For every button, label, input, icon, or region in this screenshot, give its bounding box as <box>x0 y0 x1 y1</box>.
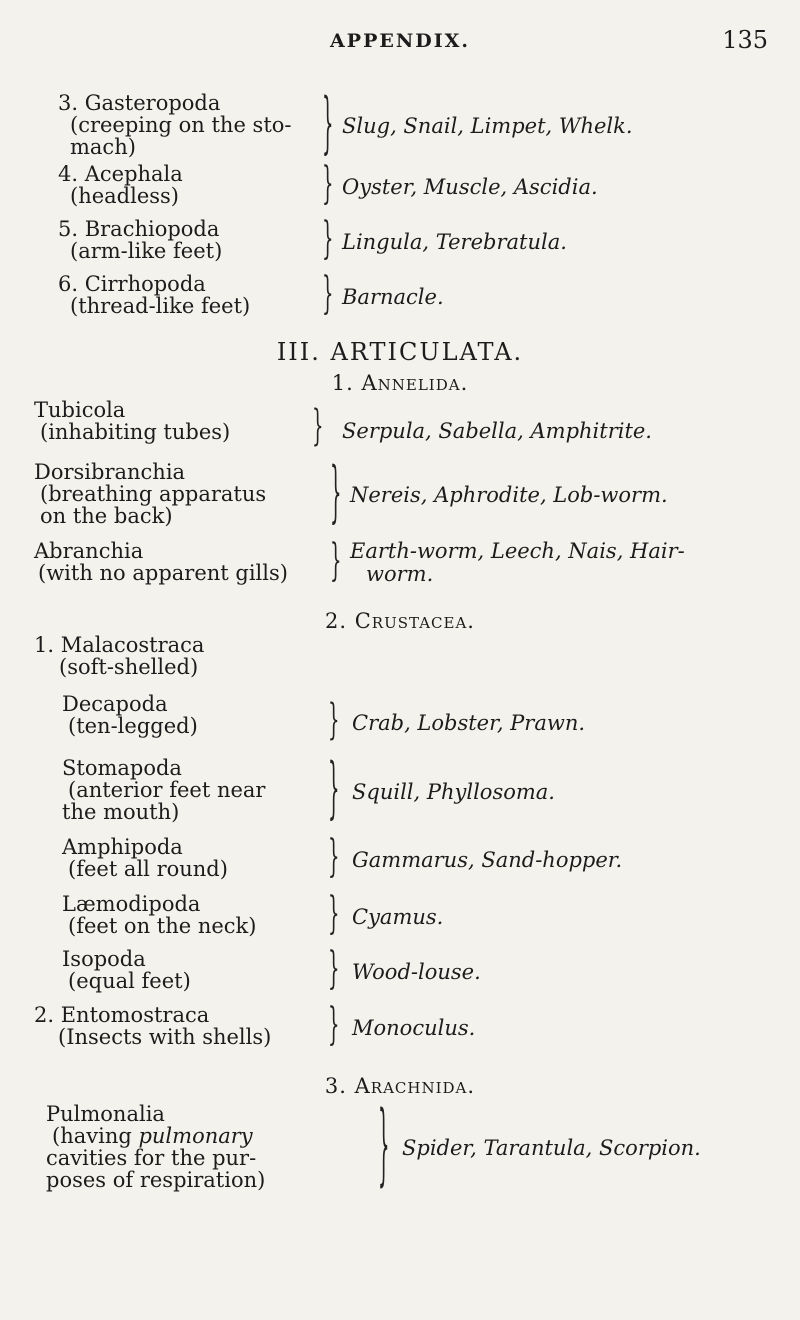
entry-description: (ten-legged) <box>68 714 198 738</box>
brace-icon: } <box>328 888 340 940</box>
entry-name: Stomapoda <box>62 756 182 780</box>
subsection-title-annelida: 1. Annelida. <box>331 371 469 395</box>
entry-description: (having <box>52 1124 139 1148</box>
entry-description: (Insects with shells) <box>58 1025 272 1049</box>
brace-icon: } <box>328 695 340 745</box>
entry-examples: Wood-louse. <box>352 960 481 984</box>
entry-description: the mouth) <box>62 800 180 824</box>
entry-name: Læmodipoda <box>62 892 201 916</box>
brace-icon: } <box>322 158 334 210</box>
entry-examples: Lingula, Terebratula. <box>342 230 567 254</box>
entry-examples: Barnacle. <box>342 285 444 309</box>
examples-line: worm. <box>366 562 434 586</box>
entry-name: Abranchia <box>34 539 144 563</box>
entry-examples: Oyster, Muscle, Ascidia. <box>342 175 598 199</box>
entry-name: 6. Cirrhopoda <box>58 272 206 296</box>
entry-description: (headless) <box>70 184 179 208</box>
examples-line: Earth-worm, Leech, Nais, Hair- <box>350 539 685 563</box>
entry-name: Amphipoda <box>62 835 183 859</box>
subsection-title-crustacea: 2. Crustacea. <box>325 609 475 633</box>
entry-name: Pulmonalia <box>46 1102 165 1126</box>
brace-icon: } <box>322 268 334 320</box>
brace-icon: } <box>328 943 340 995</box>
entry-name: 4. Acephala <box>58 162 183 186</box>
entry-examples: Gammarus, Sand-hopper. <box>352 848 623 872</box>
entry-name: Dorsibranchia <box>34 460 186 484</box>
brace-icon: } <box>322 85 334 163</box>
entry-description: (anterior feet near <box>68 778 266 802</box>
entry-examples: Cyamus. <box>352 905 444 929</box>
entry-name: Tubicola <box>34 398 126 422</box>
entry-description-emphasis: pulmonary <box>138 1124 253 1148</box>
entry-description: (inhabiting tubes) <box>40 420 231 444</box>
entry-description: (arm-like feet) <box>70 239 223 263</box>
entry-examples: Slug, Snail, Limpet, Whelk. <box>342 114 633 138</box>
brace-icon: } <box>328 999 340 1051</box>
entry-name: Decapoda <box>62 692 168 716</box>
entry-name: 5. Brachiopoda <box>58 217 220 241</box>
page-header <box>0 26 800 56</box>
entry-description: on the back) <box>40 504 173 528</box>
entry-examples: Spider, Tarantula, Scorpion. <box>402 1136 701 1160</box>
page-number: 135 <box>722 26 768 54</box>
brace-icon: } <box>378 1094 390 1198</box>
entry-description: mach) <box>70 135 136 159</box>
entry-description: (feet all round) <box>68 857 228 881</box>
entry-name: 2. Entomostraca <box>34 1003 210 1027</box>
entry-description: (breathing apparatus <box>40 482 267 506</box>
entry-description: (soft-shelled) <box>59 655 199 679</box>
entry-name: 1. Malacostraca <box>34 633 205 657</box>
entry-examples: Nereis, Aphrodite, Lob-worm. <box>350 483 668 507</box>
brace-icon: } <box>328 831 340 883</box>
subsection-title-arachnida: 3. Arachnida. <box>324 1074 476 1098</box>
entry-description: (with no apparent gills) <box>38 561 288 585</box>
entry-description: cavities for the pur- <box>46 1146 257 1170</box>
running-head: APPENDIX. <box>330 30 470 52</box>
entry-description: (thread-like feet) <box>70 294 251 318</box>
entry-description: poses of respiration) <box>46 1168 266 1192</box>
entry-name: Isopoda <box>62 947 146 971</box>
brace-icon: } <box>330 454 342 532</box>
entry-examples: Squill, Phyllosoma. <box>352 780 555 804</box>
entry-examples: Serpula, Sabella, Amphitrite. <box>342 419 652 443</box>
entry-examples: Crab, Lobster, Prawn. <box>352 711 586 735</box>
brace-icon: } <box>330 535 342 587</box>
entry-malacostraca <box>34 634 204 678</box>
entry-name: 3. Gasteropoda <box>58 91 221 115</box>
entry-examples <box>350 540 685 586</box>
section-title: III. ARTICULATA. <box>276 338 524 366</box>
entry-examples: Monoculus. <box>352 1016 476 1040</box>
entry-description: (equal feet) <box>68 969 191 993</box>
brace-icon: } <box>322 213 334 265</box>
entry-description: (feet on the neck) <box>68 914 257 938</box>
brace-icon: } <box>312 401 324 451</box>
entry-description: (creeping on the sto- <box>70 113 292 137</box>
brace-icon: } <box>328 750 340 828</box>
